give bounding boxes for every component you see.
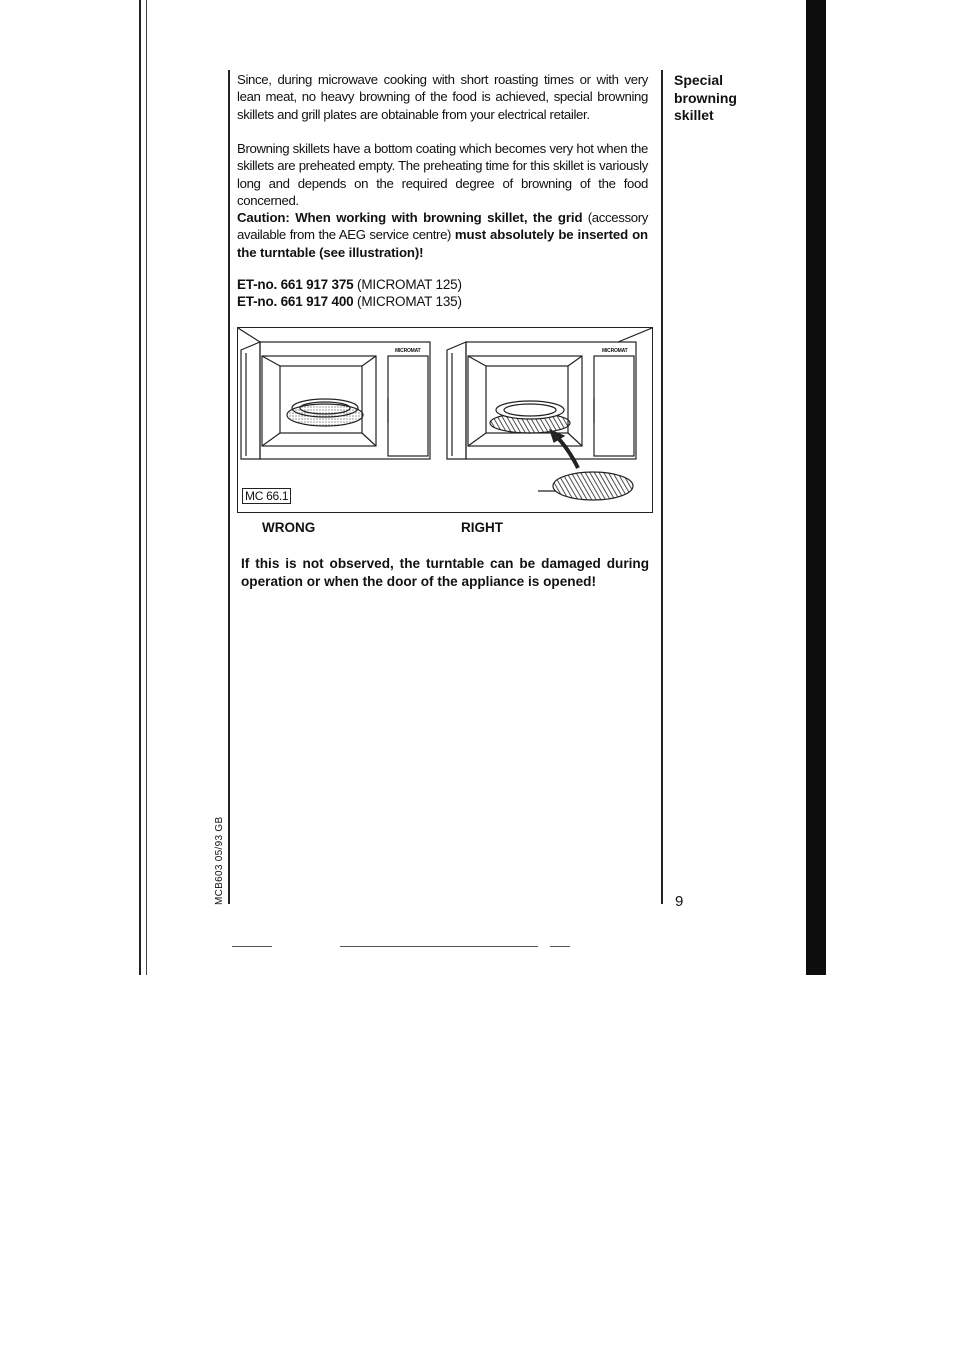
body-paragraph: Browning skillets have a bottom coating which becomes very hot when the skillets are preheated empty. The preheating time for this skillet is variously long and depends on the required degree of browning of the food concerned. (237, 141, 648, 208)
et-number-line (237, 294, 462, 309)
brand-mark: MICROMAT (602, 348, 628, 354)
brand-mark: MICROMAT (395, 348, 421, 354)
side-heading-line: browning (674, 89, 737, 106)
caution-bold: Caution: When working with browning skillet, the grid (237, 210, 583, 225)
et-number: ET-no. 661 917 375 (237, 277, 354, 292)
caption-right: RIGHT (461, 520, 503, 535)
side-heading-line: Special (674, 72, 724, 88)
scan-dash (340, 946, 538, 947)
caution-bold: must absolutely be inserted on the turntable (see illustration)! (237, 227, 648, 260)
et-number: ET-no. 661 917 400 (237, 294, 354, 309)
document-code: MCB603 05/93 GB (214, 816, 225, 905)
margin-rule (661, 70, 663, 904)
side-heading (674, 72, 784, 125)
et-number-line (237, 277, 462, 292)
caption-wrong: WRONG (262, 520, 316, 535)
et-model: (MICROMAT 125) (357, 277, 462, 292)
caution-text: (accessory available from the AEG service centre) (237, 210, 648, 243)
scan-dash (232, 946, 272, 947)
column-rule (228, 70, 230, 904)
scan-edge-line (146, 0, 147, 975)
et-model: (MICROMAT 135) (357, 294, 462, 309)
page-number: 9 (675, 893, 684, 910)
scan-edge-line (139, 0, 141, 975)
grid-accessory (538, 430, 633, 500)
body-paragraph: Since, during microwave cooking with short roasting times or with very lean meat, no heavy browning of the food is achieved, special browning skillets and grill plates are obtainable from your electrical retailer. (237, 72, 648, 122)
microwave-drawing (238, 328, 652, 512)
scan-dash (550, 946, 570, 947)
scan-edge-bar (806, 0, 826, 975)
caution-paragraph (237, 209, 648, 261)
figure-label: MC 66.1 (242, 488, 291, 504)
side-heading-line: skillet (674, 107, 714, 123)
microwave-illustration (237, 327, 653, 513)
warning-paragraph: If this is not observed, the turntable can be damaged during operation or when the door of the appliance is opened! (241, 556, 649, 589)
